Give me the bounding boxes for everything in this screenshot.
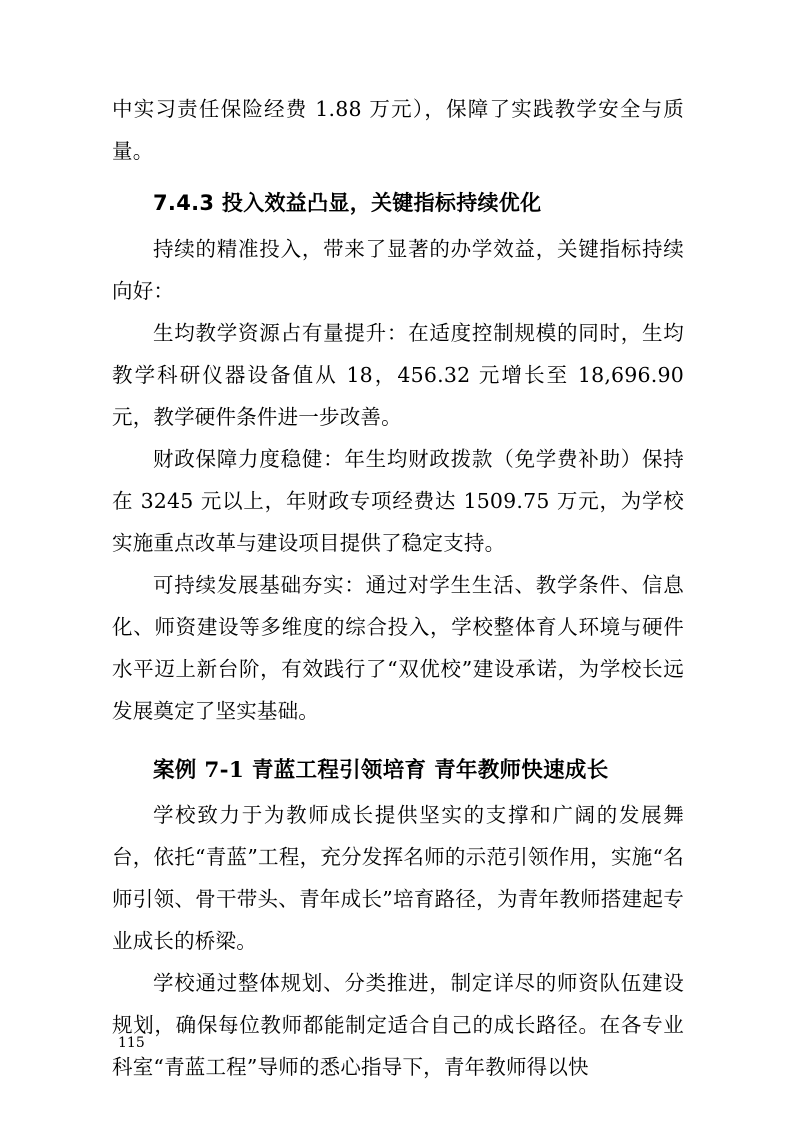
paragraph-case-platform: 学校致力于为教师成长提供坚实的支撑和广阔的发展舞台，依托“青蓝”工程，充分发挥名师的示范引领作用，实施“名师引领、骨干带头、青年成长”培育路径，为青年教师搭建起专业成长的桥梁。 xyxy=(112,803,684,953)
paragraph-finance: 财政保障力度稳健：年生均财政拨款（免学费补助）保持在 3245 元以上，年财政专项经费达 1509.75 万元，为学校实施重点改革与建设项目提供了稳定支持。 xyxy=(112,447,684,555)
page-number: 115 xyxy=(118,1035,145,1051)
paragraph-case-planning: 学校通过整体规划、分类推进，制定详尽的师资队伍建设规划，确保每位教师都能制定适合自己的成长路径。在各专业科室“青蓝工程”导师的悉心指导下，青年教师得以快 xyxy=(112,971,684,1079)
paragraph-overview: 持续的精准投入，带来了显著的办学效益，关键指标持续向好： xyxy=(112,237,684,303)
section-heading-7-4-3: 7.4.3 投入效益凸显，关键指标持续优化 xyxy=(153,191,542,215)
paragraph-resources: 生均教学资源占有量提升：在适度控制规模的同时，生均教学科研仪器设备值从 18，456.32 元增长至 18,696.90 元，教学硬件条件进一步改善。 xyxy=(112,321,684,429)
case-heading-7-1: 案例 7-1 青蓝工程引领培育 青年教师快速成长 xyxy=(153,758,609,783)
paragraph-sustainable: 可持续发展基础夯实：通过对学生生活、教学条件、信息化、师资建设等多维度的综合投入，学校整体育人环境与硬件水平迈上新台阶，有效践行了“双优校”建设承诺，为学校长远发展奠定了坚实基础。 xyxy=(112,573,684,723)
page-body xyxy=(112,88,684,1088)
paragraph-continued: 中实习责任保险经费 1.88 万元），保障了实践教学安全与质量。 xyxy=(112,97,684,163)
